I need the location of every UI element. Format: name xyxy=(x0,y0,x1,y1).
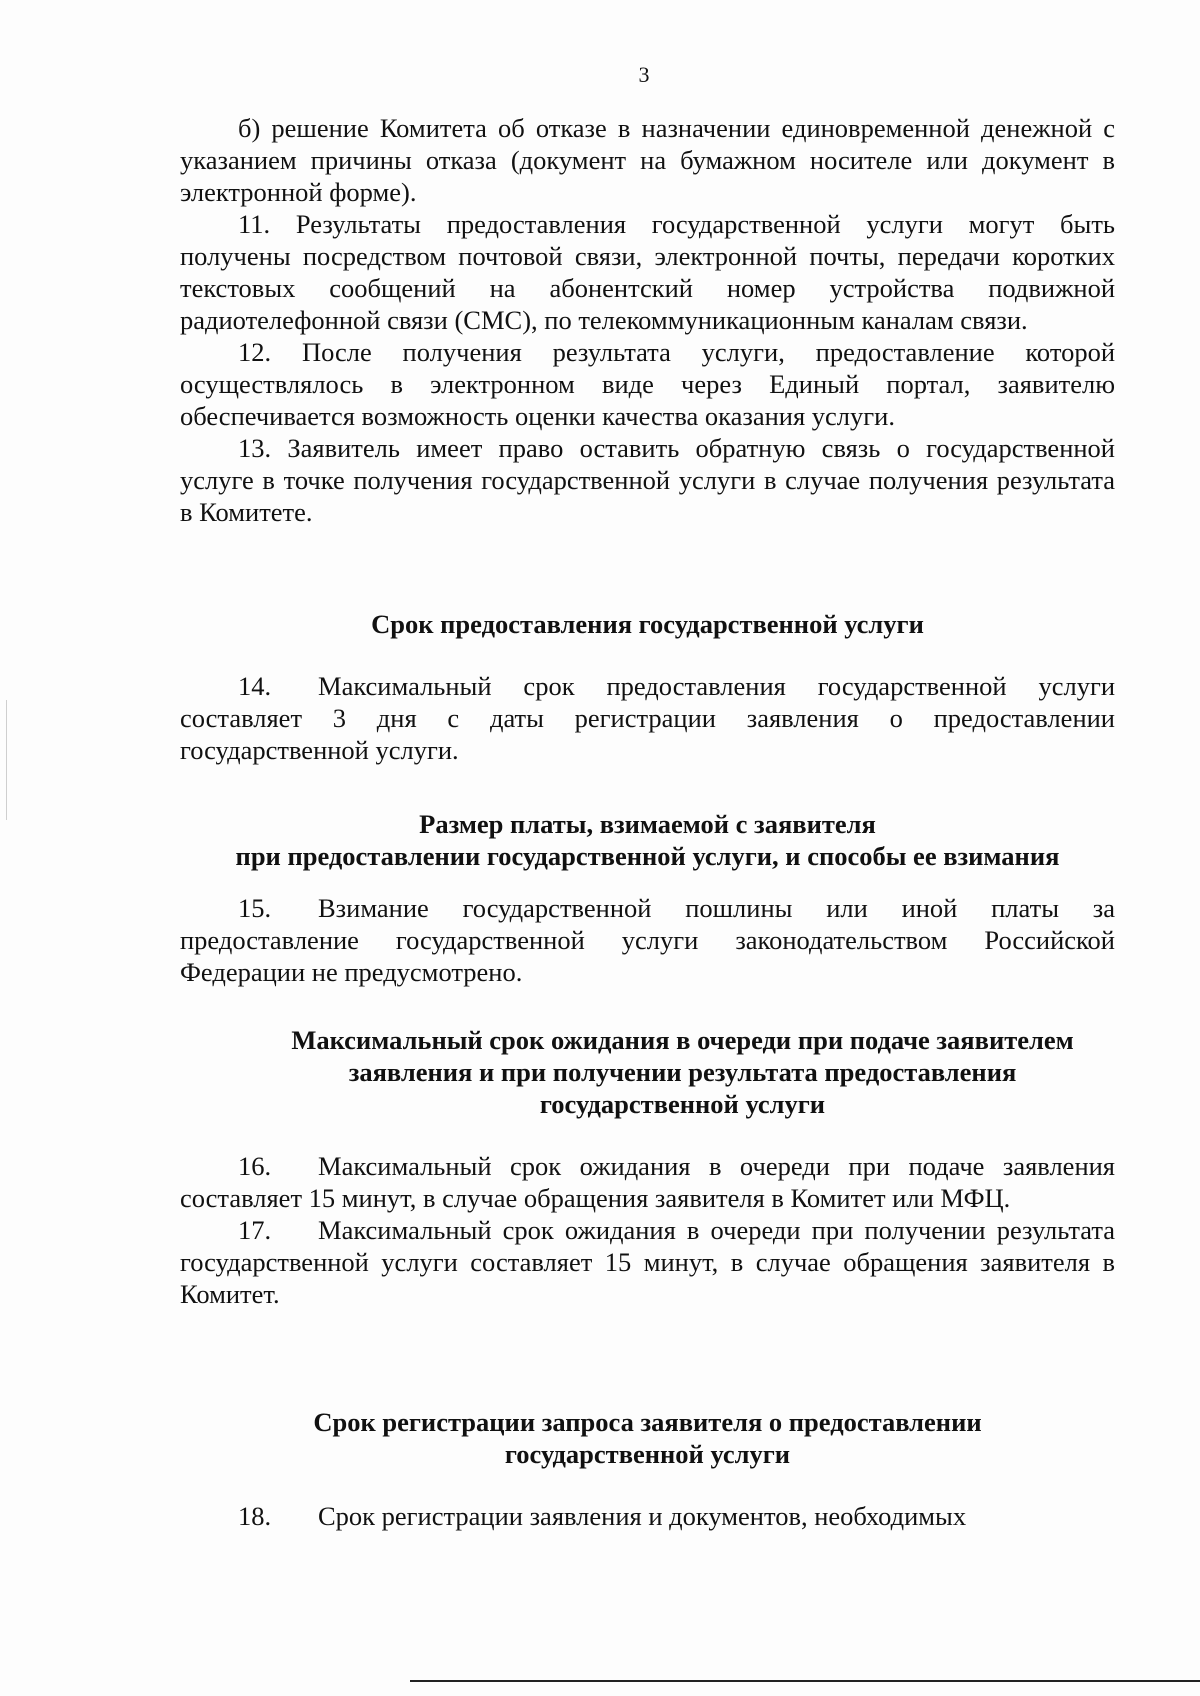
paragraph-16 xyxy=(180,1150,1115,1214)
heading-queue: Максимальный срок ожидания в очереди при подаче заявителем заявления и при получении результата предоставления государственной услуги xyxy=(291,1025,1074,1119)
heading-fee-line2: при предоставлении государственной услуги, и способы ее взимания xyxy=(235,841,1060,871)
paragraph-14 xyxy=(180,670,1115,766)
document-body xyxy=(180,112,1115,1532)
paragraph-14-text: Максимальный срок предоставления государственной услуги составляет 3 дня с даты регистрации заявления о предоставлении государственной услуги. xyxy=(180,671,1115,765)
paragraph-b: б) решение Комитета об отказе в назначении единовременной денежной с указанием причины отказа (документ на бумажном носителе или документ в электронной форме). xyxy=(180,113,1115,207)
paragraph-17-number: 17. xyxy=(238,1215,272,1245)
paragraph-13: 13. Заявитель имеет право оставить обратную связь о государственной услуге в точке получения государственной услуги в случае получения результата в Комитете. xyxy=(180,433,1115,527)
paragraph-17 xyxy=(180,1214,1115,1310)
paragraph-18-number: 18. xyxy=(238,1501,272,1531)
paragraph-15-number: 15. xyxy=(238,893,272,923)
page-number: 3 xyxy=(638,62,650,87)
paragraph-16-number: 16. xyxy=(238,1151,272,1181)
paragraph-17-text: Максимальный срок ожидания в очереди при получении результата государственной услуги составляет 15 минут, в случае обращения заявителя в Комитет. xyxy=(180,1215,1115,1309)
paragraph-14-number: 14. xyxy=(238,671,272,701)
paragraph-15 xyxy=(180,892,1115,988)
paragraph-18-text: Срок регистрации заявления и документов, необходимых xyxy=(318,1501,967,1531)
paragraph-11: 11. Результаты предоставления государственной услуги могут быть получены посредством почтовой связи, электронной почты, передачи коротких текстовых сообщений на абонентский номер устройства подвижной радиотелефонной связи (СМС), по телекоммуникационным каналам связи. xyxy=(180,209,1115,335)
paragraph-18 xyxy=(180,1500,1115,1532)
heading-registration-line2: государственной услуги xyxy=(504,1439,791,1469)
paragraph-12: 12. После получения результата услуги, предоставление которой осуществлялось в электронном виде через Единый портал, заявителю обеспечивается возможность оценки качества оказания услуги. xyxy=(180,337,1115,431)
paragraph-16-text: Максимальный срок ожидания в очереди при подаче заявления составляет 15 минут, в случае обращения заявителя в Комитет или МФЦ. xyxy=(180,1151,1115,1213)
scan-edge-mark xyxy=(6,700,7,820)
heading-fee-line1: Размер платы, взимаемой с заявителя xyxy=(419,809,876,839)
bottom-rule xyxy=(410,1680,1200,1682)
paragraph-15-text: Взимание государственной пошлины или иной платы за предоставление государственной услуги законодательством Российской Федерации не предусмотрено. xyxy=(180,893,1115,987)
heading-registration-line1: Срок регистрации запроса заявителя о предоставлении xyxy=(313,1407,982,1437)
heading-service-term: Срок предоставления государственной услуги xyxy=(371,609,924,639)
